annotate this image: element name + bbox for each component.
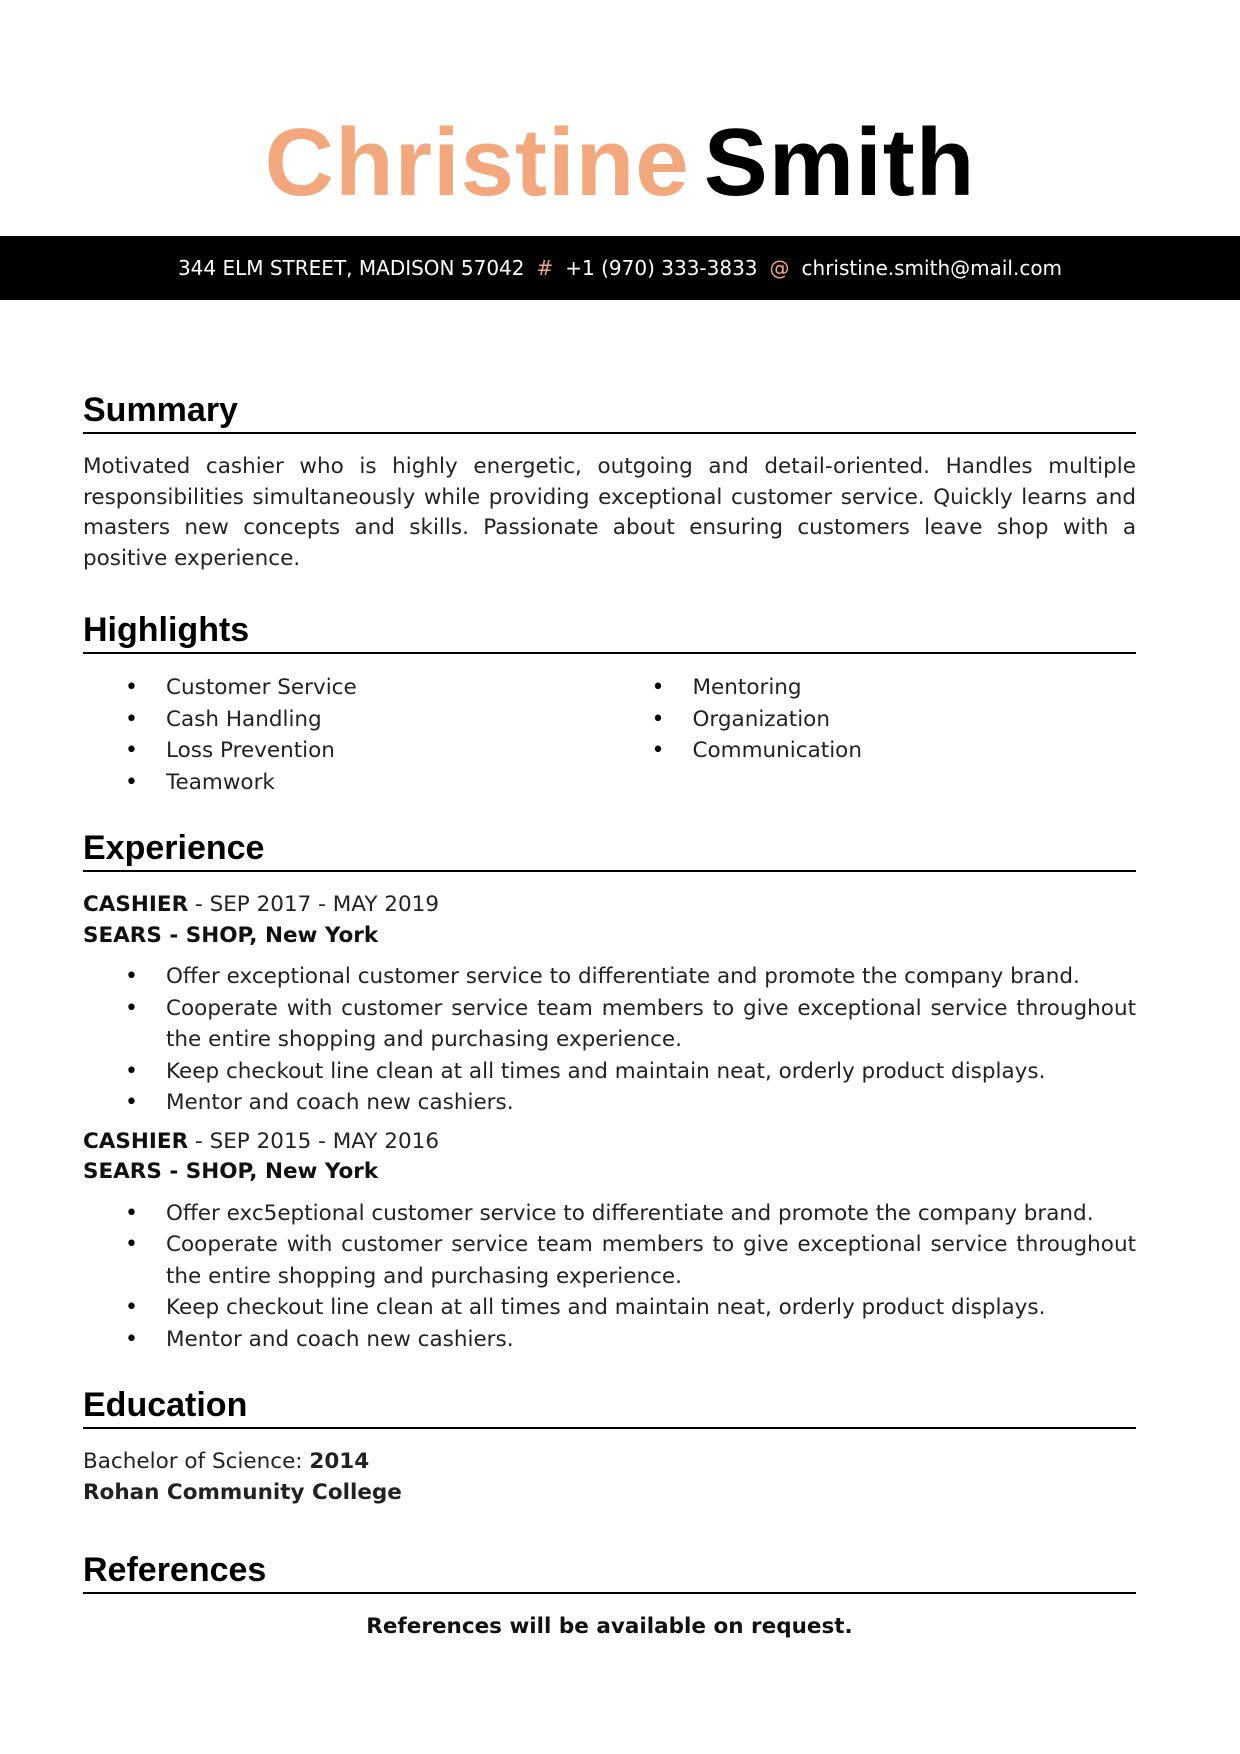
phone-separator: # xyxy=(536,256,554,280)
job-dates: - SEP 2015 - MAY 2016 xyxy=(188,1128,440,1154)
list-item: • Cooperate with customer service team members to give exceptional service throughout the entire shopping and purchasing experience. xyxy=(83,993,1136,1056)
experience-heading: Experience xyxy=(83,828,1136,872)
degree-line xyxy=(83,1447,1136,1478)
resume-body xyxy=(83,390,1136,1642)
job-title-line xyxy=(83,890,1136,921)
email-separator: @ xyxy=(769,256,790,280)
list-item: • Mentor and coach new cashiers. xyxy=(83,1087,1136,1119)
summary-text: Motivated cashier who is highly energetic, outgoing and detail-oriented. Handles multiple responsibilities simultaneously while providing exceptional customer service. Quickly learns and masters new concepts and skills. Passionate about ensuring customers leave shop with a positive experience. xyxy=(83,454,1136,571)
job-dates: - SEP 2017 - MAY 2019 xyxy=(188,892,440,917)
last-name: Smith xyxy=(703,109,976,216)
list-item: • Keep checkout line clean at all times and maintain neat, orderly product displays. xyxy=(83,1292,1136,1324)
education-heading: Education xyxy=(83,1385,1136,1429)
job-role: CASHIER xyxy=(83,892,189,917)
job-title-line xyxy=(83,1127,1136,1158)
highlights-list xyxy=(83,672,1136,798)
highlights-left-column xyxy=(83,672,610,798)
list-item: • Offer exceptional customer service to differentiate and promote the company brand. xyxy=(83,961,1136,993)
school-name: Rohan Community College xyxy=(83,1479,402,1505)
list-item: • Cooperate with customer service team members to give exceptional service throughout the entire shopping and purchasing experience. xyxy=(83,1229,1136,1292)
job-company-line xyxy=(83,921,1136,952)
summary-heading: Summary xyxy=(83,390,1136,434)
list-item: • Mentor and coach new cashiers. xyxy=(83,1324,1136,1356)
job-role: CASHIER xyxy=(83,1128,189,1154)
job-entry xyxy=(83,890,1136,1119)
job-duties xyxy=(83,961,1136,1119)
graduation-year: 2014 xyxy=(309,1449,370,1474)
school-line xyxy=(83,1478,1136,1509)
email: christine.smith@mail.com xyxy=(801,256,1063,280)
job-company: SEARS - SHOP, New York xyxy=(83,922,379,948)
highlights-heading: Highlights xyxy=(83,610,1136,654)
list-item: • Cash Handling xyxy=(83,704,610,736)
list-item: • Teamwork xyxy=(83,767,610,799)
degree: Bachelor of Science: xyxy=(83,1449,310,1474)
references-heading: References xyxy=(83,1550,1136,1594)
list-item: • Loss Prevention xyxy=(83,735,610,767)
job-company-line xyxy=(83,1157,1136,1188)
education-entry xyxy=(83,1447,1136,1508)
list-item: • Customer Service xyxy=(83,672,610,704)
address: 344 ELM STREET, MADISON 57042 xyxy=(177,256,525,280)
highlights-right-column xyxy=(610,672,1137,798)
job-company: SEARS - SHOP, New York xyxy=(83,1159,379,1184)
first-name: Christine xyxy=(264,109,690,216)
phone: +1 (970) 333-3833 xyxy=(565,256,758,280)
job-entry xyxy=(83,1127,1136,1356)
candidate-name xyxy=(0,108,1240,218)
list-item: • Communication xyxy=(610,735,1137,767)
contact-bar xyxy=(0,236,1240,300)
list-item: • Mentoring xyxy=(610,672,1137,704)
list-item: • Offer exc5eptional customer service to differentiate and promote the company brand. xyxy=(83,1198,1136,1230)
job-duties xyxy=(83,1198,1136,1356)
list-item: • Keep checkout line clean at all times and maintain neat, orderly product displays. xyxy=(83,1056,1136,1088)
list-item: • Organization xyxy=(610,704,1137,736)
references-text: References will be available on request. xyxy=(366,1614,853,1639)
